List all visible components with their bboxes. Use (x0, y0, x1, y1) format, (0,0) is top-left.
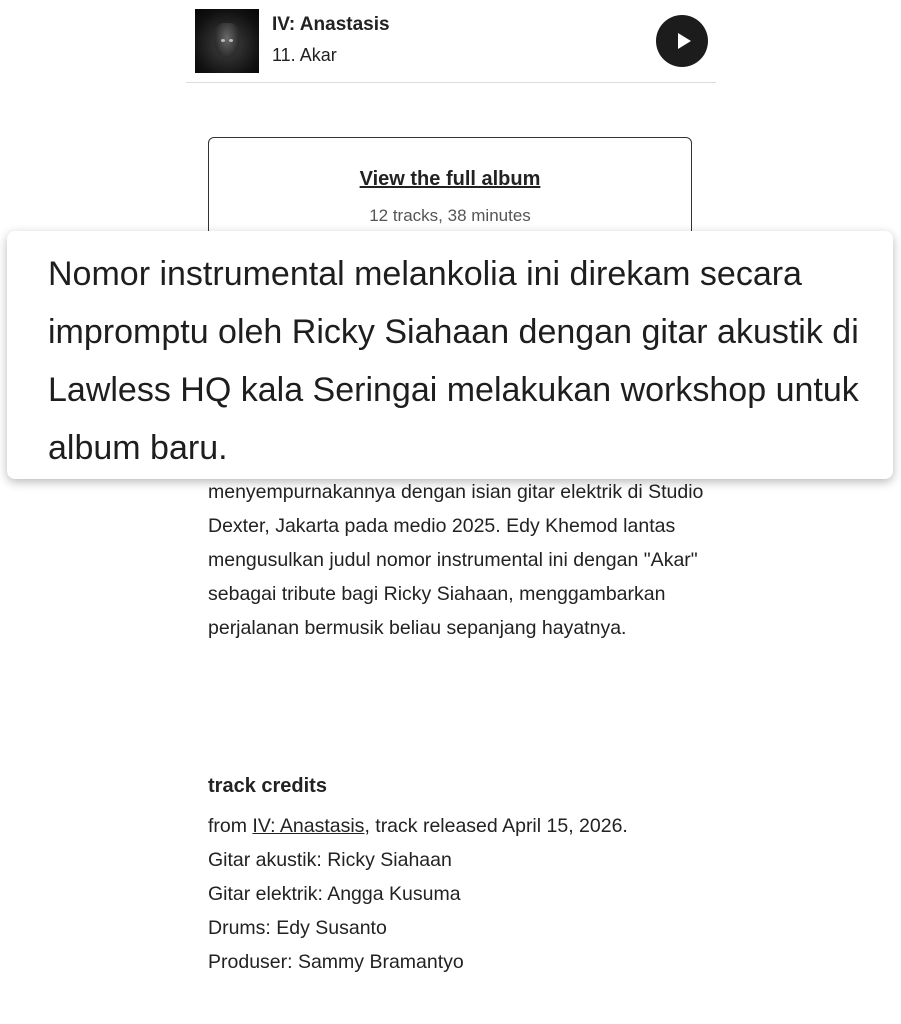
play-button[interactable] (656, 15, 708, 67)
cover-eye-left (221, 39, 225, 42)
credit-line: Drums: Edy Susanto (208, 917, 387, 939)
credit-line: Produser: Sammy Bramantyo (208, 951, 464, 973)
track-credits (208, 809, 688, 979)
player-album-title[interactable]: IV: Anastasis (272, 14, 390, 35)
track-description: menyempurnakannya dengan isian gitar elektrik di Studio Dexter, Jakarta pada medio 2025. Edy Khemod lantas mengusulkan judul nomor instrumental ini dengan "Akar" sebagai tribute bagi Ricky Siahaan, menggambarkan perjalanan bermusik beliau sepanjang hayatnya. (208, 481, 704, 639)
album-cover[interactable] (195, 9, 259, 73)
credit-line: Gitar akustik: Ricky Siahaan (208, 849, 452, 871)
credits-album-link[interactable]: IV: Anastasis (252, 815, 365, 837)
caption-overlay-text: Nomor instrumental melankolia ini direkam secara impromptu oleh Ricky Siahaan dengan gitar akustik di Lawless HQ kala Seringai melakukan workshop untuk album baru. (48, 255, 859, 467)
cover-eye-right (229, 39, 233, 42)
play-icon (678, 33, 691, 49)
album-track-count: 12 tracks, 38 minutes (369, 206, 531, 225)
credit-line: Gitar elektrik: Angga Kusuma (208, 883, 461, 905)
release-from-prefix: from (208, 815, 253, 837)
release-date-text: , track released April 15, 2026. (364, 815, 628, 837)
player-track-name: 11. Akar (272, 45, 337, 65)
caption-overlay (7, 231, 893, 479)
release-line (208, 809, 688, 843)
mini-player (186, 0, 716, 83)
track-credits-heading: track credits (208, 775, 327, 797)
cover-figure (213, 23, 241, 61)
view-full-album-link[interactable]: View the full album (359, 168, 541, 190)
